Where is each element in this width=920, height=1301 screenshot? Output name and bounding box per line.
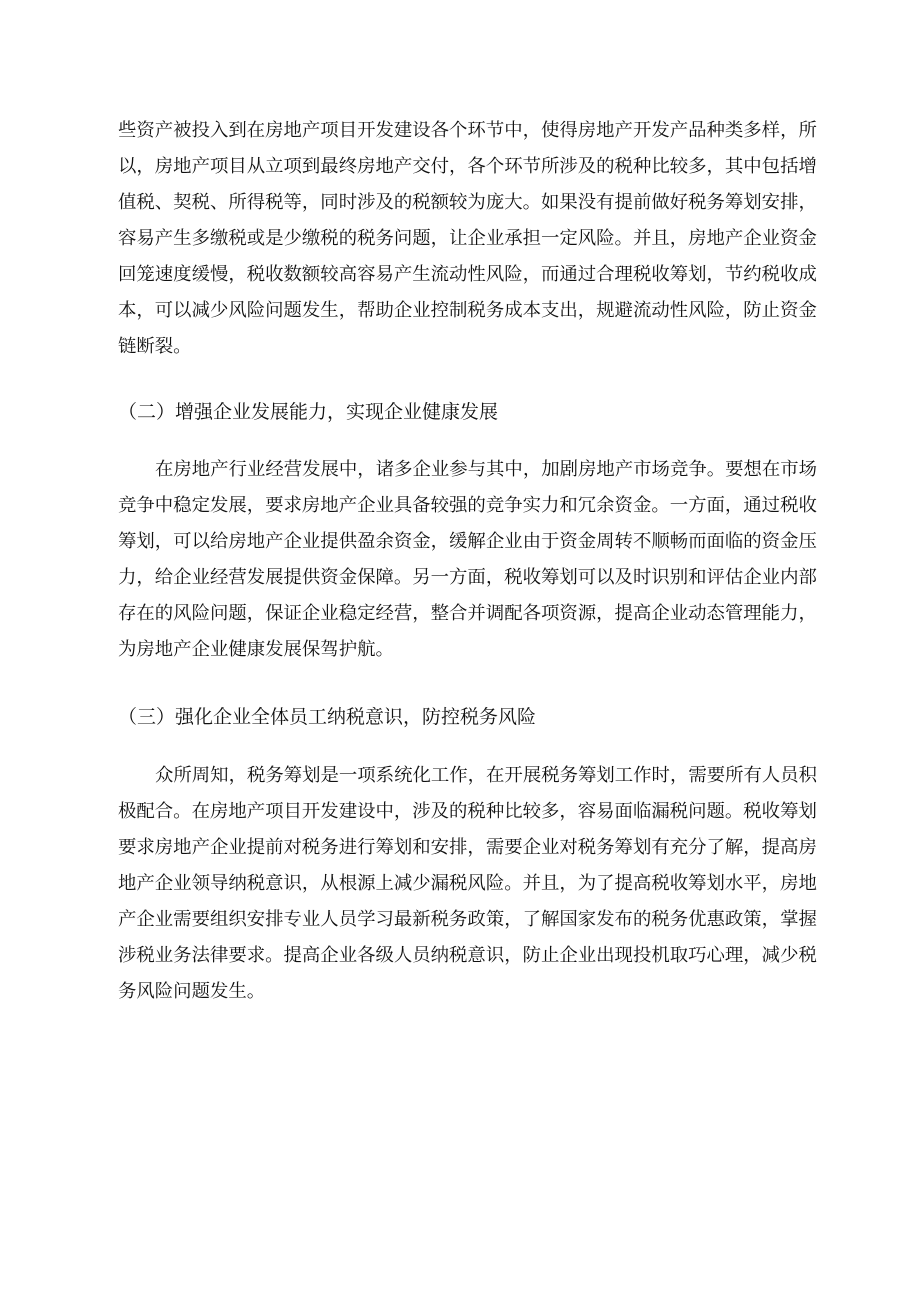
text-line: 要求房地产企业提前对税务进行筹划和安排，需要企业对税务筹划有充分了解，提高房 — [118, 837, 817, 858]
text-line: 极配合。在房地产项目开发建设中，涉及的税种比较多，容易面临漏税问题。税收筹划 — [118, 801, 817, 822]
text-line: 链断裂。 — [118, 336, 192, 357]
text-line: 为房地产企业健康发展保驾护航。 — [118, 639, 394, 660]
text-line: 力，给企业经营发展提供资金保障。另一方面，税收筹划可以及时识别和评估企业内部 — [118, 567, 817, 588]
paragraph-1 — [118, 113, 817, 365]
text-line: 产企业需要组织安排专业人员学习最新税务政策，了解国家发布的税务优惠政策，掌握 — [118, 909, 817, 930]
text-line: 地产企业领导纳税意识，从根源上减少漏税风险。并且，为了提高税收筹划水平，房地 — [118, 873, 817, 894]
text-line: 众所周知，税务筹划是一项系统化工作，在开展税务筹划工作时，需要所有人员积 — [155, 765, 818, 786]
text-line: 以，房地产项目从立项到最终房地产交付，各个环节所涉及的税种比较多，其中包括增 — [118, 156, 817, 177]
text-line: 在房地产行业经营发展中，诸多企业参与其中，加剧房地产市场竞争。要想在市场 — [155, 459, 818, 480]
text-line: 回笼速度缓慢，税收数额较高容易产生流动性风险，而通过合理税收筹划，节约税收成 — [118, 264, 817, 285]
text-line: 存在的风险问题，保证企业稳定经营，整合并调配各项资源，提高企业动态管理能力， — [118, 603, 817, 624]
text-line: 本，可以减少风险问题发生，帮助企业控制税务成本支出，规避流动性风险，防止资金 — [118, 300, 817, 321]
text-line: 筹划，可以给房地产企业提供盈余资金，缓解企业由于资金周转不顺畅而面临的资金压 — [118, 531, 817, 552]
section-heading-3: （三）强化企业全体员工纳税意识，防控税务风险 — [118, 706, 537, 728]
text-line: 容易产生多缴税或是少缴税的税务问题，让企业承担一定风险。并且，房地产企业资金 — [118, 228, 817, 249]
text-line: 务风险问题发生。 — [118, 981, 266, 1002]
section-heading-2: （二）增强企业发展能力，实现企业健康发展 — [118, 401, 499, 423]
text-line: 竞争中稳定发展，要求房地产企业具备较强的竞争实力和冗余资金。一方面，通过税收 — [118, 495, 817, 516]
paragraph-3 — [118, 758, 818, 1010]
paragraph-2 — [118, 452, 818, 668]
text-line: 值税、契税、所得税等，同时涉及的税额较为庞大。如果没有提前做好税务筹划安排， — [118, 192, 817, 213]
text-line: 涉税业务法律要求。提高企业各级人员纳税意识，防止企业出现投机取巧心理，减少税 — [118, 945, 817, 966]
text-line: 些资产被投入到在房地产项目开发建设各个环节中，使得房地产开发产品种类多样，所 — [118, 120, 817, 141]
